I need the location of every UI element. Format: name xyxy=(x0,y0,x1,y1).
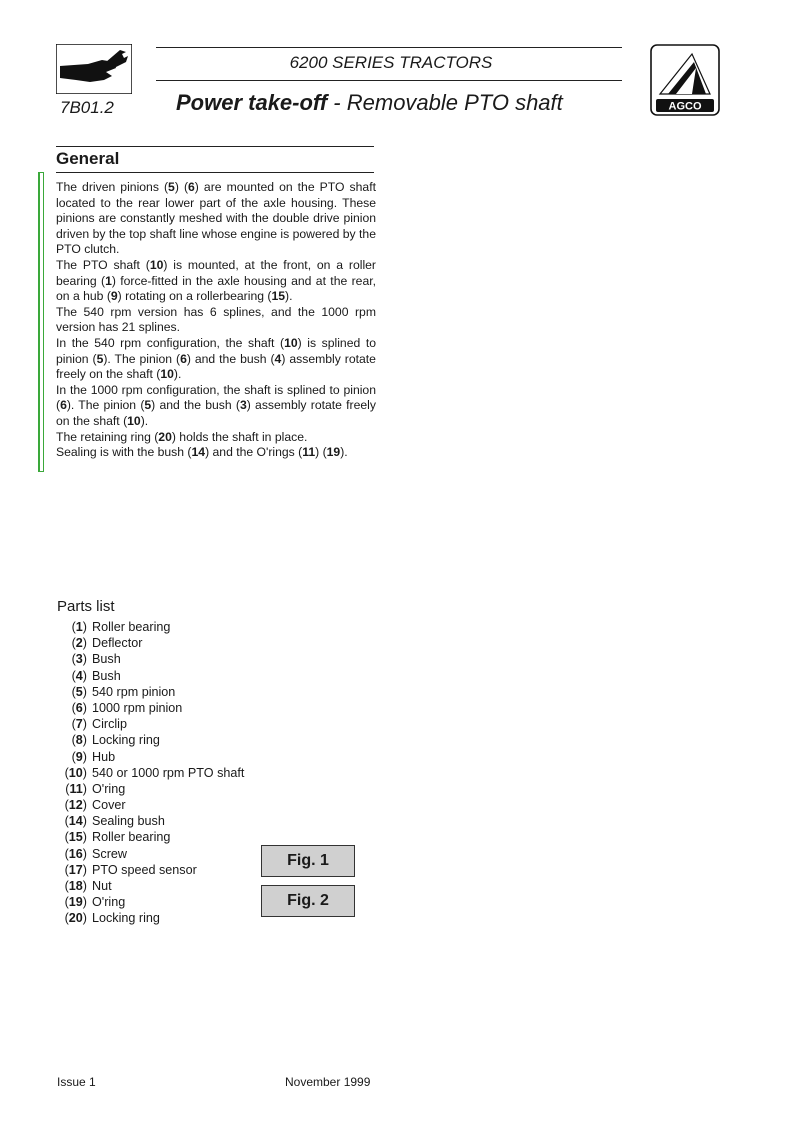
part-number xyxy=(50,797,92,813)
part-number-value: 16 xyxy=(68,846,83,861)
part-number-value: 17 xyxy=(68,862,83,877)
parts-list-item xyxy=(50,651,244,667)
paragraph-text: ). The pinion ( xyxy=(66,398,145,413)
paren-close: ) xyxy=(82,733,87,748)
paren-close: ) xyxy=(82,668,87,683)
agco-logo-text: AGCO xyxy=(668,100,702,113)
general-top-rule xyxy=(56,146,374,147)
part-reference: 9 xyxy=(110,289,118,304)
paren-open: ( xyxy=(71,652,76,667)
paren-close: ) xyxy=(82,700,87,715)
paragraph-text: ) ( xyxy=(315,445,327,460)
part-reference: 5 xyxy=(96,351,104,366)
paren-close: ) xyxy=(82,830,87,845)
part-number-value: 8 xyxy=(75,733,83,748)
paren-close: ) xyxy=(82,781,87,796)
part-name: O'ring xyxy=(92,895,126,910)
paren-close: ) xyxy=(82,895,87,910)
parts-list-item xyxy=(50,749,244,765)
part-number xyxy=(50,765,92,781)
part-name: Bush xyxy=(92,668,121,683)
paren-close: ) xyxy=(82,879,87,893)
part-name: Roller bearing xyxy=(92,620,171,634)
page-title xyxy=(176,90,563,116)
part-number xyxy=(50,651,92,667)
parts-list-item xyxy=(50,716,244,732)
part-reference: 3 xyxy=(239,398,247,413)
paren-open: ( xyxy=(64,798,69,813)
paragraph-text: ) are mounted on the PTO shaft located to the rear lower part of the axle housing. These pinions are constantly meshed with the double drive pinion driven by the top shaft line whose engine is powered by the PTO clutch. xyxy=(56,180,376,257)
part-number xyxy=(50,749,92,765)
paren-open: ( xyxy=(71,620,76,634)
general-paragraph xyxy=(56,430,376,446)
part-reference: 4 xyxy=(274,351,282,366)
part-number-value: 18 xyxy=(68,879,83,893)
part-reference: 6 xyxy=(188,180,195,194)
paragraph-text: ). xyxy=(340,445,348,460)
part-name: Deflector xyxy=(92,636,143,651)
part-name: Bush xyxy=(92,652,121,667)
paragraph-text: ) rotating on a rollerbearing ( xyxy=(117,289,272,304)
part-number xyxy=(50,781,92,797)
paren-open: ( xyxy=(71,700,76,715)
paragraph-text: ). xyxy=(140,413,149,428)
paren-close: ) xyxy=(82,652,87,667)
part-name: Sealing bush xyxy=(92,814,165,829)
revision-change-bar xyxy=(38,172,44,472)
paren-close: ) xyxy=(82,717,87,732)
paragraph-text: ) assembly rotate freely on the shaft ( xyxy=(56,351,376,382)
parts-list-item xyxy=(50,846,244,862)
part-number xyxy=(50,878,92,894)
paren-close: ) xyxy=(82,862,87,877)
part-name: 540 or 1000 rpm PTO shaft xyxy=(92,765,245,780)
paren-open: ( xyxy=(71,749,76,764)
part-number-value: 10 xyxy=(68,765,83,780)
part-reference: 1 xyxy=(105,273,112,288)
paragraph-text: ) and the O'rings ( xyxy=(205,445,303,460)
paren-open: ( xyxy=(65,781,70,796)
part-number xyxy=(50,700,92,716)
paren-open: ( xyxy=(64,846,69,861)
part-number xyxy=(50,619,92,635)
part-reference: 10 xyxy=(160,367,174,382)
paragraph-text: ) ( xyxy=(174,180,189,194)
part-name: Locking ring xyxy=(92,733,160,748)
paragraph-text: ). xyxy=(173,367,182,382)
paragraph-text: The 540 rpm version has 6 splines, and the 1000 rpm version has 21 splines. xyxy=(56,304,376,335)
parts-list-heading: Parts list xyxy=(57,598,115,615)
part-reference: 19 xyxy=(326,445,341,460)
paragraph-text: ) is mounted, at the front, on a roller bearing ( xyxy=(56,257,376,288)
title-bold: Power take-off xyxy=(176,90,328,115)
document-reference: 7B01.2 xyxy=(60,98,114,117)
part-number xyxy=(50,684,92,700)
part-reference: 15 xyxy=(271,289,286,304)
parts-list-item xyxy=(50,684,244,700)
general-paragraph xyxy=(56,336,376,383)
part-number-value: 4 xyxy=(75,668,83,683)
paren-close: ) xyxy=(82,749,87,764)
parts-list-item xyxy=(50,619,244,635)
agco-logo xyxy=(650,44,720,116)
paren-close: ) xyxy=(82,620,87,634)
part-name: PTO speed sensor xyxy=(92,862,197,877)
paragraph-text: ) force-fitted in the axle housing and at the rear, on a hub ( xyxy=(56,273,376,304)
title-rest: - Removable PTO shaft xyxy=(327,90,563,115)
parts-list-item xyxy=(50,700,244,716)
paren-open: ( xyxy=(64,895,69,910)
part-number-value: 11 xyxy=(69,781,83,796)
paragraph-text: ) and the bush ( xyxy=(151,398,240,413)
part-reference: 14 xyxy=(191,445,206,460)
parts-list xyxy=(50,619,244,927)
header-mid-rule xyxy=(156,80,622,81)
paren-close: ) xyxy=(82,814,87,829)
part-number xyxy=(50,668,92,684)
paren-open: ( xyxy=(64,830,69,845)
general-bottom-rule xyxy=(56,172,374,173)
part-number-value: 6 xyxy=(75,700,83,715)
part-name: O'ring xyxy=(92,781,126,796)
paragraph-text: ) and the bush ( xyxy=(186,351,275,366)
part-name: Hub xyxy=(92,749,116,764)
paren-close: ) xyxy=(82,846,87,861)
parts-list-item xyxy=(50,878,244,894)
paren-close: ) xyxy=(82,911,87,926)
paren-open: ( xyxy=(64,814,69,829)
parts-list-item xyxy=(50,732,244,748)
paren-open: ( xyxy=(64,862,69,877)
part-number-value: 7 xyxy=(75,717,83,732)
part-number-value: 3 xyxy=(75,652,83,667)
part-name: Roller bearing xyxy=(92,830,171,845)
paren-close: ) xyxy=(82,636,87,651)
general-paragraph xyxy=(56,445,376,461)
paren-open: ( xyxy=(71,733,76,748)
general-paragraph xyxy=(56,258,376,305)
part-number-value: 1 xyxy=(75,620,83,634)
paren-open: ( xyxy=(64,765,69,780)
part-number-value: 2 xyxy=(75,636,83,651)
paren-close: ) xyxy=(82,765,87,780)
paragraph-text: ). The pinion ( xyxy=(103,351,181,366)
paragraph-text: The PTO shaft ( xyxy=(56,257,150,272)
part-reference: 10 xyxy=(149,257,164,272)
parts-list-item xyxy=(50,797,244,813)
part-name: 1000 rpm pinion xyxy=(92,700,183,715)
paragraph-text: ) is splined to pinion ( xyxy=(56,335,376,366)
part-reference: 10 xyxy=(284,335,298,350)
part-name: 540 rpm pinion xyxy=(92,684,176,699)
paren-close: ) xyxy=(82,798,87,813)
part-reference: 6 xyxy=(60,398,67,413)
part-number xyxy=(50,894,92,910)
part-reference: 6 xyxy=(180,351,187,366)
footer-issue: Issue 1 xyxy=(57,1075,96,1089)
part-number-value: 9 xyxy=(75,749,83,764)
paragraph-text: In the 540 rpm configuration, the shaft ( xyxy=(56,335,285,350)
parts-list-item xyxy=(50,862,244,878)
parts-list-item xyxy=(50,765,244,781)
fig-1-button[interactable]: Fig. 1 xyxy=(261,845,355,877)
general-body-text xyxy=(56,180,376,461)
paragraph-text: ) holds the shaft in place. xyxy=(171,429,308,444)
part-name: Cover xyxy=(92,798,126,813)
parts-list-item xyxy=(50,781,244,797)
paren-close: ) xyxy=(82,684,87,699)
parts-list-item xyxy=(50,668,244,684)
part-name: Circlip xyxy=(92,717,127,732)
part-number xyxy=(50,829,92,845)
part-number xyxy=(50,846,92,862)
paren-open: ( xyxy=(71,717,76,732)
paren-open: ( xyxy=(71,668,76,683)
parts-list-item xyxy=(50,910,244,926)
parts-list-item xyxy=(50,635,244,651)
part-reference: 5 xyxy=(144,398,152,413)
part-number xyxy=(50,716,92,732)
header-top-rule xyxy=(156,47,622,48)
paragraph-text: In the 1000 rpm configuration, the shaft is splined to pinion ( xyxy=(56,382,376,413)
general-paragraph xyxy=(56,383,376,430)
paren-open: ( xyxy=(71,636,76,651)
parts-list-item xyxy=(50,813,244,829)
paren-open: ( xyxy=(71,684,76,699)
part-number-value: 5 xyxy=(75,684,83,699)
series-title: 6200 SERIES TRACTORS xyxy=(289,53,493,72)
general-paragraph xyxy=(56,305,376,336)
wrench-hand-icon xyxy=(56,44,132,94)
part-number-value: 19 xyxy=(68,895,83,910)
part-reference: 10 xyxy=(127,413,141,428)
paragraph-text: ) assembly rotate freely on the shaft ( xyxy=(56,398,376,428)
part-number-value: 12 xyxy=(68,798,83,813)
part-name: Nut xyxy=(92,879,112,893)
parts-list-item xyxy=(50,829,244,845)
part-reference: 5 xyxy=(168,180,175,194)
fig-2-button[interactable]: Fig. 2 xyxy=(261,885,355,917)
part-reference: 20 xyxy=(158,429,172,444)
part-name: Locking ring xyxy=(92,911,160,926)
paragraph-text: ). xyxy=(285,289,293,304)
part-reference: 11 xyxy=(302,445,316,460)
part-number-value: 15 xyxy=(68,830,83,845)
part-number xyxy=(50,910,92,926)
footer-date: November 1999 xyxy=(285,1075,371,1089)
part-number xyxy=(50,732,92,748)
paragraph-text: The retaining ring ( xyxy=(56,429,159,444)
section-heading-general: General xyxy=(56,149,120,168)
paragraph-text: The driven pinions ( xyxy=(56,180,169,194)
part-number-value: 20 xyxy=(68,911,83,926)
part-number xyxy=(50,813,92,829)
paren-open: ( xyxy=(64,911,69,926)
paragraph-text: Sealing is with the bush ( xyxy=(56,445,192,460)
part-name: Screw xyxy=(92,846,127,861)
general-paragraph xyxy=(56,180,376,258)
parts-list-item xyxy=(50,894,244,910)
part-number xyxy=(50,635,92,651)
part-number-value: 14 xyxy=(68,814,83,829)
paren-open: ( xyxy=(64,879,69,893)
part-number xyxy=(50,862,92,878)
